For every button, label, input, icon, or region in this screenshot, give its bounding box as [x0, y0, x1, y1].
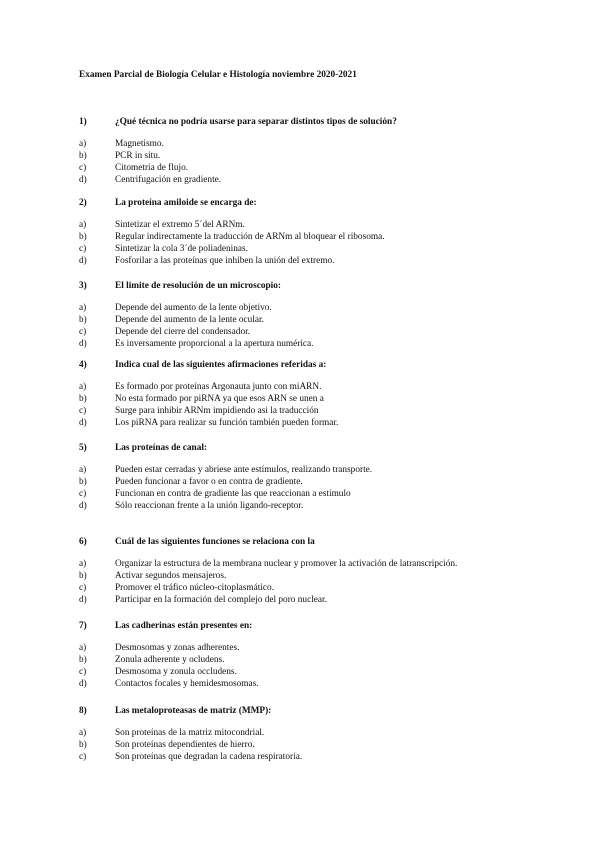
- option-a[interactable]: [79, 138, 539, 150]
- option-letter: c): [79, 163, 87, 173]
- option-d[interactable]: [79, 678, 539, 690]
- option-text: Magnetismo.: [115, 139, 164, 149]
- question-text: Las cadherinas están presentes en:: [115, 621, 253, 631]
- option-letter: b): [79, 740, 87, 750]
- option-letter: c): [79, 244, 87, 254]
- option-text: Depende del aumento de la lente ocular.: [115, 315, 264, 325]
- option-text: Es inversamente proporcional a la apertura numérica.: [115, 339, 314, 349]
- option-text: Fosforilar a las proteínas que inhiben la unión del extremo.: [115, 256, 335, 266]
- question-text: El limite de resolución de un microscopio:: [115, 281, 281, 291]
- option-letter: a): [79, 220, 87, 230]
- option-c[interactable]: [79, 162, 539, 174]
- option-letter: a): [79, 303, 87, 313]
- question-2: [79, 197, 539, 267]
- option-a[interactable]: [79, 464, 539, 476]
- option-b[interactable]: [79, 150, 539, 162]
- option-text: Organizar la estructura de la membrana nuclear y promover la activación de latranscripción.: [115, 559, 458, 569]
- question-text: Cuál de las siguientes funciones se relaciona con la: [115, 537, 315, 547]
- option-letter: d): [79, 175, 87, 185]
- exam-title: Examen Parcial de Biología Celular e Histología noviembre 2020-2021: [79, 70, 357, 80]
- option-text: Son proteínas que degradan la cadena respiratoria.: [115, 752, 303, 762]
- option-text: Contactos focales y hemidesmosomas.: [115, 679, 259, 689]
- question-number: 6): [79, 537, 87, 547]
- question-heading: [79, 620, 539, 632]
- question-number: 1): [79, 117, 87, 127]
- option-letter: d): [79, 418, 87, 428]
- question-1: [79, 116, 539, 186]
- option-letter: c): [79, 406, 87, 416]
- option-letter: b): [79, 315, 87, 325]
- question-number: 7): [79, 621, 87, 631]
- option-letter: b): [79, 232, 87, 242]
- question-number: 5): [79, 443, 87, 453]
- option-letter: d): [79, 256, 87, 266]
- option-c[interactable]: [79, 582, 539, 594]
- option-d[interactable]: [79, 174, 539, 186]
- question-text: Las metaloproteasas de matriz (MMP):: [115, 706, 272, 716]
- option-d[interactable]: [79, 500, 539, 512]
- question-7: [79, 620, 539, 690]
- question-text: La proteína amiloide se encarga de:: [115, 198, 257, 208]
- question-number: 8): [79, 706, 87, 716]
- option-letter: b): [79, 477, 87, 487]
- option-text: Los piRNA para realizar su función también pueden formar.: [115, 418, 339, 428]
- option-letter: b): [79, 394, 87, 404]
- option-letter: b): [79, 655, 87, 665]
- question-text: ¿Qué técnica no podría usarse para separar distintos tipos de solución?: [115, 117, 397, 127]
- option-a[interactable]: [79, 642, 539, 654]
- option-text: Desmosomas y zonas adherentes.: [115, 643, 240, 653]
- question-heading: [79, 536, 539, 548]
- option-a[interactable]: [79, 302, 539, 314]
- option-c[interactable]: [79, 488, 539, 500]
- option-text: Pueden estar cerradas y abriese ante estímulos, realizando transporte.: [115, 465, 373, 475]
- option-b[interactable]: [79, 570, 539, 582]
- question-text: Indica cual de las siguientes afirmaciones referidas a:: [115, 360, 327, 370]
- option-text: Es formado por proteínas Argonauta junto con miARN.: [115, 382, 322, 392]
- option-letter: c): [79, 752, 87, 762]
- option-letter: b): [79, 151, 87, 161]
- option-letter: a): [79, 382, 87, 392]
- question-heading: [79, 442, 539, 454]
- question-number: 4): [79, 360, 87, 370]
- option-d[interactable]: [79, 338, 539, 350]
- option-text: Depende del cierre del condensador.: [115, 327, 250, 337]
- option-letter: d): [79, 339, 87, 349]
- option-c[interactable]: [79, 326, 539, 338]
- option-letter: c): [79, 327, 87, 337]
- option-b[interactable]: [79, 314, 539, 326]
- question-number: 3): [79, 281, 87, 291]
- option-text: Citometría de flujo.: [115, 163, 189, 173]
- question-heading: [79, 705, 539, 717]
- option-a[interactable]: [79, 727, 539, 739]
- option-text: No esta formado por piRNA ya que esos ARN se unen a: [115, 394, 324, 404]
- option-d[interactable]: [79, 417, 539, 429]
- question-4: [79, 359, 539, 429]
- option-c[interactable]: [79, 405, 539, 417]
- option-b[interactable]: [79, 231, 539, 243]
- option-text: Promover el tráfico núcleo-citoplasmático.: [115, 583, 275, 593]
- option-letter: d): [79, 679, 87, 689]
- option-c[interactable]: [79, 751, 539, 763]
- option-letter: a): [79, 643, 87, 653]
- option-text: Desmosoma y zonula occludens.: [115, 667, 237, 677]
- option-a[interactable]: [79, 558, 539, 570]
- option-letter: b): [79, 571, 87, 581]
- question-5: [79, 442, 539, 512]
- option-text: Sintetizar el extremo 5´del ARNm.: [115, 220, 245, 230]
- option-c[interactable]: [79, 666, 539, 678]
- option-text: Funcionan en contra de gradiente las que reaccionan a estímulo: [115, 489, 351, 499]
- option-letter: a): [79, 728, 87, 738]
- option-letter: c): [79, 667, 87, 677]
- question-3: [79, 280, 539, 350]
- option-letter: a): [79, 139, 87, 149]
- option-letter: d): [79, 595, 87, 605]
- question-text: Las proteínas de canal:: [115, 443, 208, 453]
- question-number: 2): [79, 198, 87, 208]
- option-d[interactable]: [79, 255, 539, 267]
- option-c[interactable]: [79, 243, 539, 255]
- question-6: [79, 536, 539, 606]
- question-heading: [79, 359, 539, 371]
- option-letter: a): [79, 465, 87, 475]
- option-text: PCR in situ.: [115, 151, 161, 161]
- option-text: Activar segundos mensajeros.: [115, 571, 227, 581]
- option-text: Son proteínas de la matriz mitocondrial.: [115, 728, 265, 738]
- option-letter: c): [79, 583, 87, 593]
- option-text: Sólo reaccionan frente a la unión ligando-receptor.: [115, 501, 304, 511]
- option-b[interactable]: [79, 393, 539, 405]
- option-letter: a): [79, 559, 87, 569]
- option-text: Son proteínas dependientes de hierro.: [115, 740, 255, 750]
- option-b[interactable]: [79, 654, 539, 666]
- question-8: [79, 705, 539, 763]
- option-text: Centrifugación en gradiente.: [115, 175, 222, 185]
- option-letter: c): [79, 489, 87, 499]
- option-a[interactable]: [79, 381, 539, 393]
- option-text: Sintetizar la cola 3´de poliadeninas.: [115, 244, 248, 254]
- option-letter: d): [79, 501, 87, 511]
- option-a[interactable]: [79, 219, 539, 231]
- question-heading: [79, 197, 539, 209]
- option-text: Regular indirectamente la traducción de ARNm al bloquear el ribosoma.: [115, 232, 385, 242]
- option-d[interactable]: [79, 594, 539, 606]
- question-heading: [79, 280, 539, 292]
- option-b[interactable]: [79, 739, 539, 751]
- option-b[interactable]: [79, 476, 539, 488]
- option-text: Zonula adherente y ocludens.: [115, 655, 225, 665]
- option-text: Depende del aumento de la lente objetivo.: [115, 303, 272, 313]
- option-text: Participar en la formación del complejo del poro nuclear.: [115, 595, 327, 605]
- option-text: Pueden funcionar a favor o en contra de gradiente.: [115, 477, 303, 487]
- option-text: Surge para inhibir ARNm impidiendo asi la traducción: [115, 406, 319, 416]
- question-heading: [79, 116, 539, 128]
